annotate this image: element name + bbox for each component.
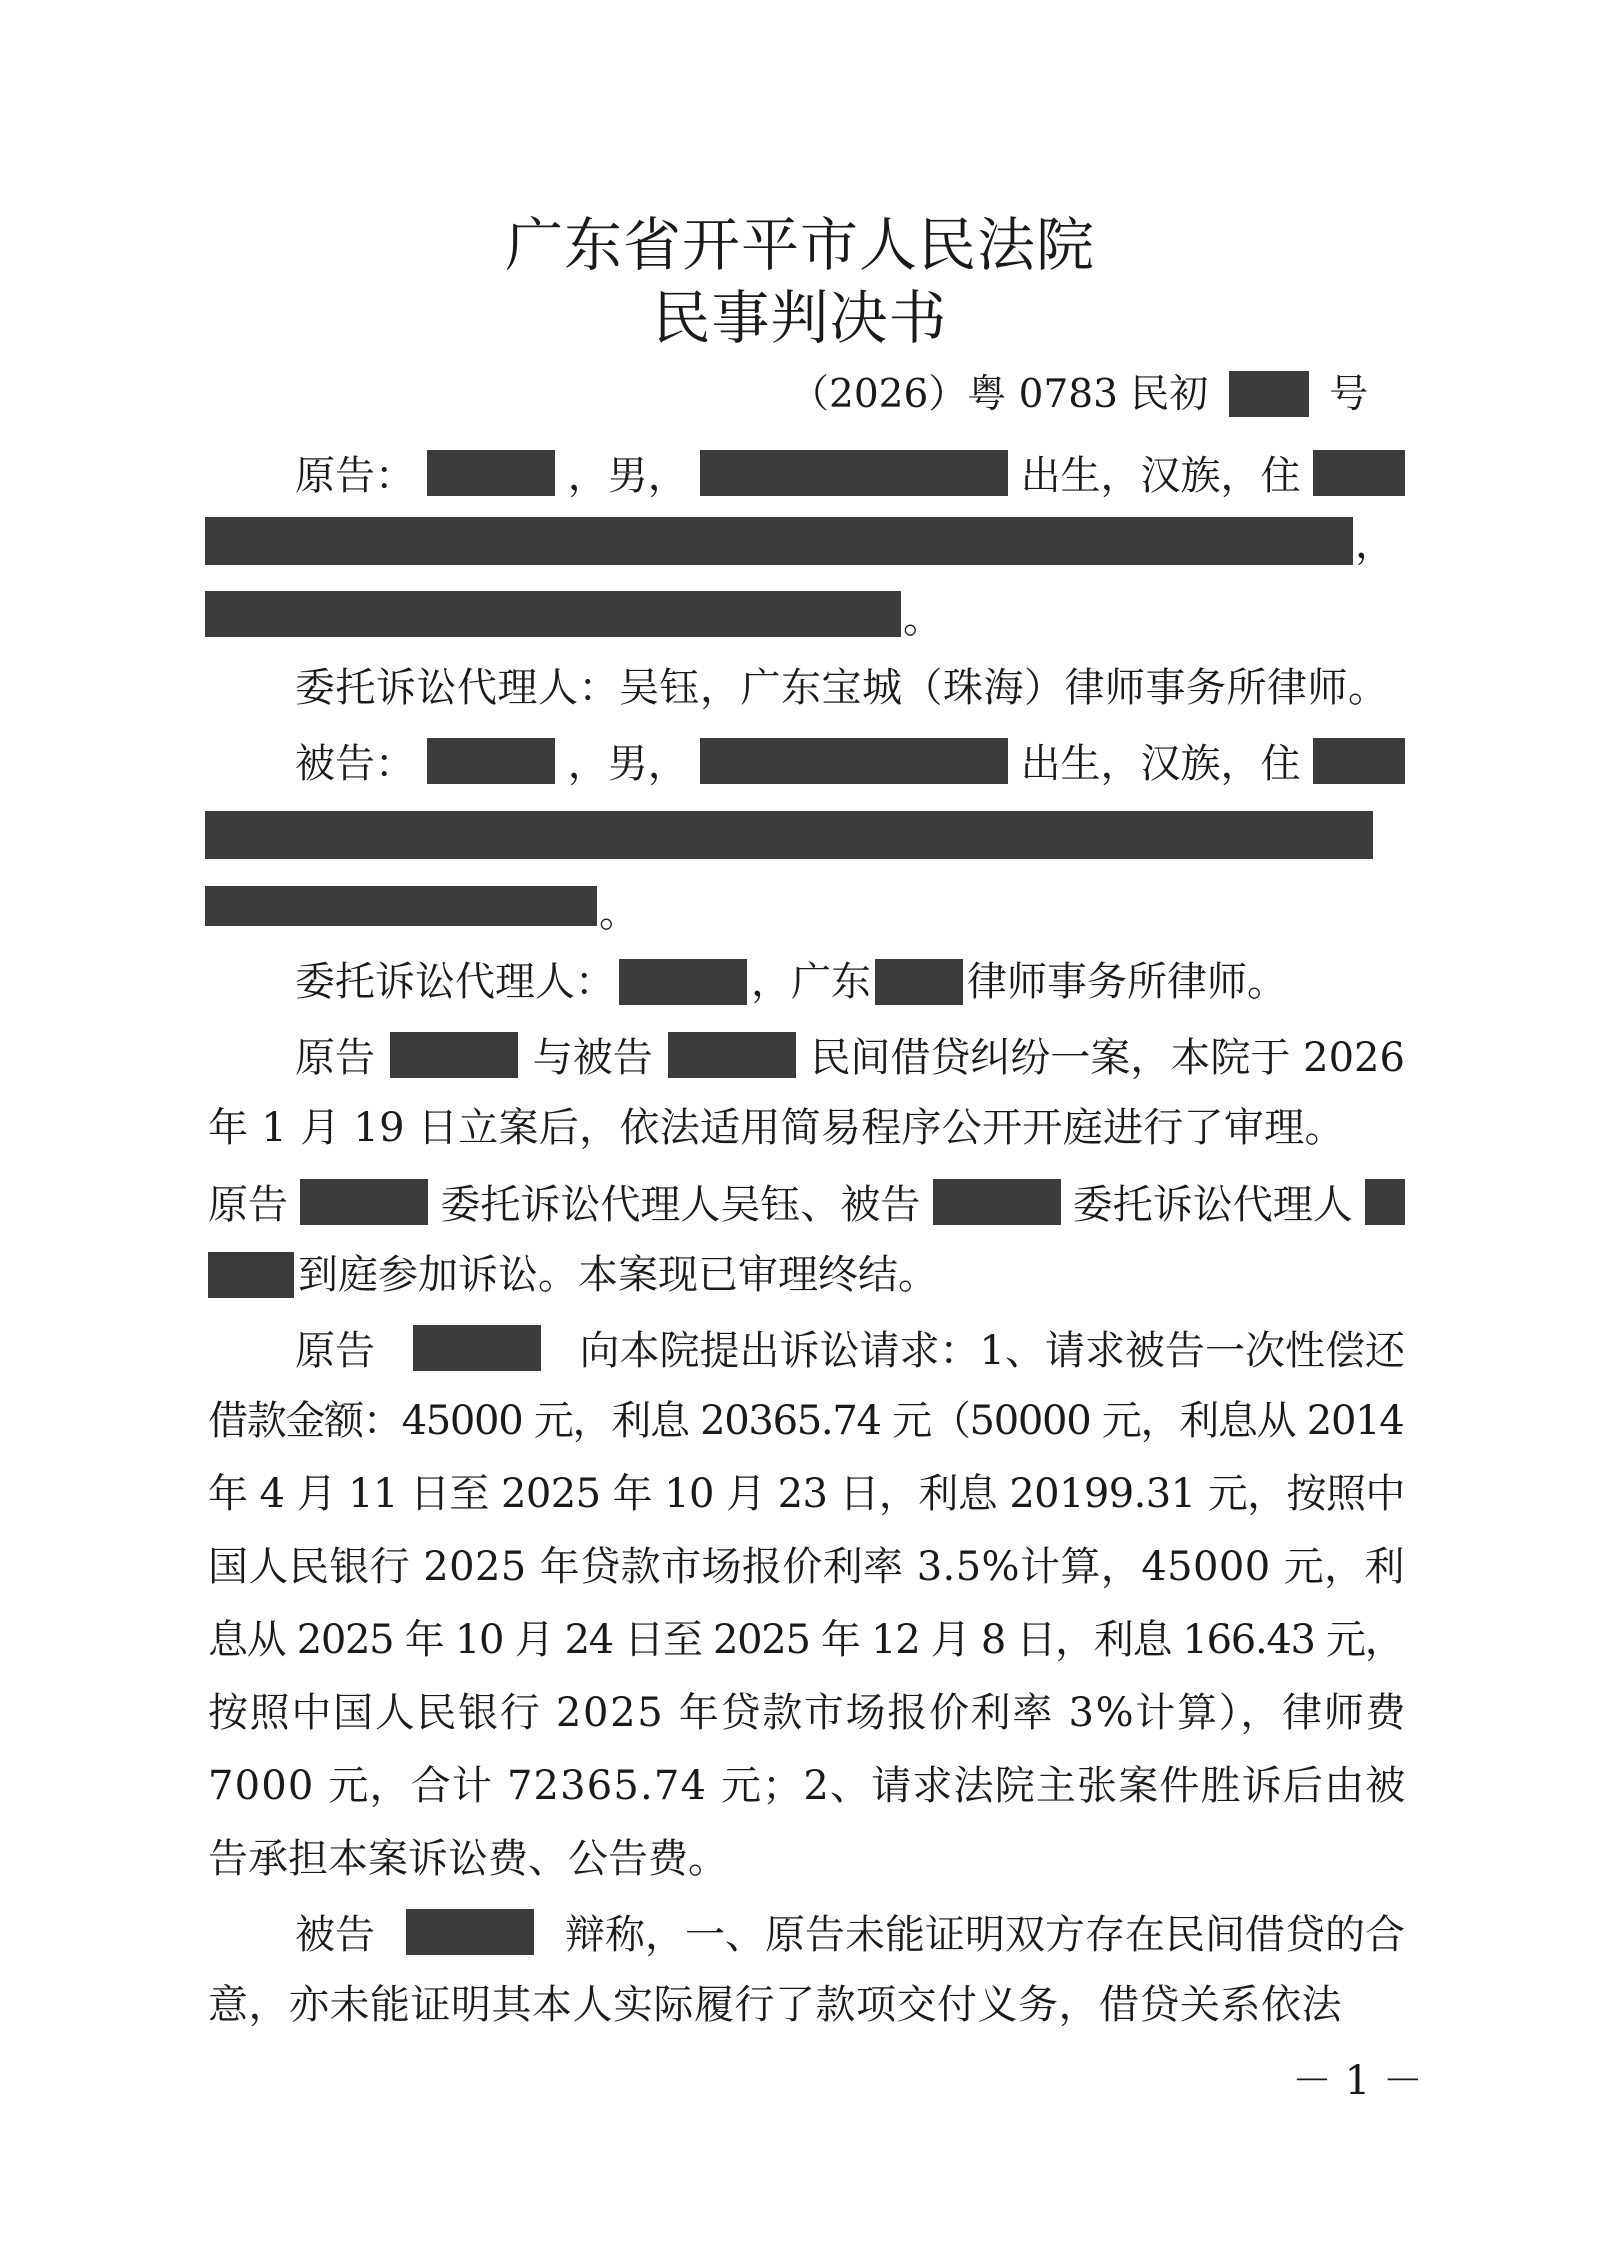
- redaction-block: [427, 450, 555, 496]
- address-end: ，: [1355, 521, 1395, 567]
- text: 到庭参加诉讼。本案现已审理终结。: [298, 1252, 938, 1298]
- redaction-block: [406, 1909, 534, 1955]
- agent-mid: ，广东: [751, 959, 871, 1005]
- address-end: 。: [599, 890, 639, 936]
- defense-line-1: [295, 1912, 1405, 1958]
- case-number: [790, 374, 1368, 420]
- case-line-4: [208, 1252, 938, 1301]
- defense-line-2: 意，亦未能证明其本人实际履行了款项交付义务，借贷关系依法: [208, 1982, 1342, 2028]
- redaction-block: [208, 1252, 294, 1298]
- redaction-block: [619, 959, 747, 1005]
- redaction-block: [933, 1179, 1061, 1225]
- page-number: － 1 －: [1292, 2058, 1423, 2104]
- address-end: 。: [903, 596, 943, 642]
- redaction-block: [427, 738, 555, 784]
- text: 年 4 月 11 日至 2025 年 10 月 23 日，利息 20199.31 元，按照中: [208, 1471, 1405, 1517]
- claim-line: [208, 1617, 1405, 1663]
- plaintiff-gender: ，男，: [567, 453, 688, 499]
- text: 委托诉讼代理人吴钰、被告: [440, 1182, 921, 1228]
- plaintiff-line: [295, 453, 1405, 499]
- text: 国人民银行 2025 年贷款市场报价利率 3.5%计算，45000 元，利: [208, 1544, 1405, 1590]
- redaction-block: [300, 1179, 428, 1225]
- claim-line: [208, 1544, 1405, 1590]
- plaintiff-agent: 委托诉讼代理人：吴钰，广东宝城（珠海）律师事务所律师。: [295, 665, 1389, 711]
- claim-line: [208, 1398, 1405, 1444]
- claim-line: [208, 1763, 1407, 1809]
- text: 按照中国人民银行 2025 年贷款市场报价利率 3%计算），律师费: [208, 1690, 1408, 1736]
- redaction-block: [413, 1325, 541, 1371]
- text: 原告: [295, 1328, 375, 1374]
- agent-prefix: 委托诉讼代理人：: [295, 959, 615, 1005]
- redaction-block: [390, 1032, 518, 1078]
- text: 辩称，一、原告未能证明双方存在民间借贷的合: [565, 1912, 1405, 1958]
- case-number-suffix: 号: [1329, 372, 1369, 417]
- claim-line: [208, 1471, 1405, 1517]
- text: 与被告: [532, 1035, 653, 1081]
- text: 委托诉讼代理人: [1072, 1182, 1353, 1228]
- redaction-block: [205, 591, 901, 637]
- case-line-1: [295, 1035, 1405, 1081]
- text: 向本院提出诉讼请求：1、请求被告一次性偿还: [579, 1328, 1405, 1374]
- defendant-born: 出生，汉族，住: [1020, 741, 1301, 787]
- text: 借款金额：45000 元，利息 20365.74 元（50000 元，利息从 2014: [208, 1398, 1404, 1444]
- case-number-prefix: （2026）粤 0783 民初: [790, 372, 1209, 417]
- defendant-line: [295, 741, 1405, 787]
- text: 民间借贷纠纷一案，本院于 2026: [810, 1035, 1405, 1081]
- agent-suffix: 律师事务所律师。: [967, 959, 1287, 1005]
- redaction-block: [205, 517, 1353, 565]
- redaction-block: [1313, 450, 1405, 496]
- plaintiff-label: 原告：: [295, 453, 415, 499]
- redaction-block: [1229, 371, 1309, 417]
- text: 被告: [295, 1912, 375, 1958]
- plaintiff-born: 出生，汉族，住: [1020, 453, 1301, 499]
- redaction-block: [875, 959, 963, 1005]
- redaction-block: [1313, 738, 1405, 784]
- redaction-block: [700, 738, 1008, 784]
- redaction-block: [1365, 1179, 1405, 1225]
- text: 原告: [295, 1035, 375, 1081]
- defendant-gender: ，男，: [567, 741, 688, 787]
- redaction-block: [205, 886, 597, 926]
- case-line-2: 年 1 月 19 日立案后，依法适用简易程序公开开庭进行了审理。: [208, 1105, 1345, 1151]
- text: 7000 元，合计 72365.74 元；2、请求法院主张案件胜诉后由被: [208, 1763, 1407, 1809]
- defendant-agent: [295, 959, 1287, 1008]
- redaction-block: [205, 811, 1373, 859]
- court-name: 广东省开平市人民法院: [504, 211, 1095, 279]
- claim-line: [208, 1690, 1408, 1736]
- redaction-block: [668, 1032, 796, 1078]
- defendant-label: 被告：: [295, 741, 415, 787]
- claim-last-line: 告承担本案诉讼费、公告费。: [208, 1836, 728, 1882]
- text: 原告: [208, 1182, 288, 1228]
- redaction-block: [700, 450, 1008, 496]
- text: 息从 2025 年 10 月 24 日至 2025 年 12 月 8 日，利息 166.43 元，: [208, 1617, 1404, 1663]
- claim-line-1: [295, 1328, 1405, 1374]
- document-type: 民事判决书: [652, 284, 948, 352]
- case-line-3: [208, 1182, 1405, 1228]
